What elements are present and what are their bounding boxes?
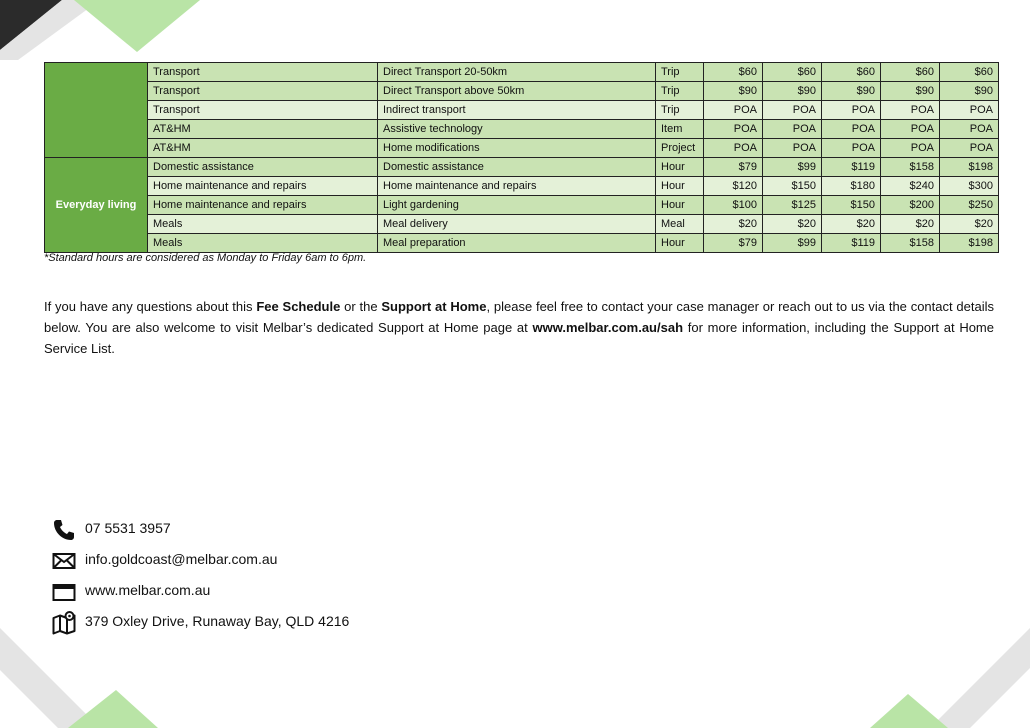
price-cell: POA bbox=[822, 139, 881, 158]
email-text: info.goldcoast@melbar.com.au bbox=[85, 551, 278, 567]
category-cell: Home maintenance and repairs bbox=[148, 196, 378, 215]
price-cell: $198 bbox=[940, 234, 999, 253]
price-cell: POA bbox=[822, 101, 881, 120]
fee-schedule-bold: Fee Schedule bbox=[256, 299, 341, 314]
sah-link[interactable]: www.melbar.com.au/sah bbox=[532, 320, 684, 335]
table-row bbox=[45, 139, 999, 158]
phone-icon bbox=[52, 518, 76, 542]
price-cell: $90 bbox=[763, 82, 822, 101]
price-cell: $90 bbox=[822, 82, 881, 101]
price-cell: $99 bbox=[763, 158, 822, 177]
price-cell: POA bbox=[704, 120, 763, 139]
price-cell: $60 bbox=[940, 63, 999, 82]
table-row bbox=[45, 158, 999, 177]
web-icon bbox=[52, 580, 76, 604]
email-icon bbox=[52, 549, 76, 573]
price-cell: $90 bbox=[940, 82, 999, 101]
price-cell: POA bbox=[704, 139, 763, 158]
category-cell: AT&HM bbox=[148, 139, 378, 158]
service-cell: Meal preparation bbox=[378, 234, 656, 253]
group-cell-everyday-living: Everyday living bbox=[45, 158, 148, 253]
bottom-right-decoration bbox=[860, 628, 1030, 728]
price-cell: $20 bbox=[881, 215, 940, 234]
table-row bbox=[45, 215, 999, 234]
service-cell: Meal delivery bbox=[378, 215, 656, 234]
service-cell: Domestic assistance bbox=[378, 158, 656, 177]
price-cell: POA bbox=[881, 139, 940, 158]
service-cell: Light gardening bbox=[378, 196, 656, 215]
price-cell: $119 bbox=[822, 158, 881, 177]
price-cell: $60 bbox=[763, 63, 822, 82]
price-cell: POA bbox=[763, 120, 822, 139]
group-cell-blank bbox=[45, 63, 148, 158]
table-row bbox=[45, 82, 999, 101]
price-cell: $125 bbox=[763, 196, 822, 215]
info-paragraph bbox=[44, 296, 994, 359]
category-cell: Transport bbox=[148, 101, 378, 120]
price-cell: $158 bbox=[881, 158, 940, 177]
service-cell: Direct Transport 20-50km bbox=[378, 63, 656, 82]
price-cell: $60 bbox=[822, 63, 881, 82]
category-cell: Transport bbox=[148, 82, 378, 101]
price-cell: $20 bbox=[763, 215, 822, 234]
price-cell: $100 bbox=[704, 196, 763, 215]
price-cell: $250 bbox=[940, 196, 999, 215]
price-cell: $150 bbox=[763, 177, 822, 196]
website-text: www.melbar.com.au bbox=[85, 582, 211, 598]
price-cell: $20 bbox=[940, 215, 999, 234]
table-row bbox=[45, 63, 999, 82]
unit-cell: Project bbox=[656, 139, 704, 158]
paragraph-text: for more information, including the Support at Home Service List. bbox=[44, 320, 994, 356]
price-cell: POA bbox=[940, 120, 999, 139]
price-cell: $99 bbox=[763, 234, 822, 253]
price-cell: $198 bbox=[940, 158, 999, 177]
price-cell: $180 bbox=[822, 177, 881, 196]
service-cell: Home maintenance and repairs bbox=[378, 177, 656, 196]
fee-table bbox=[44, 62, 999, 253]
price-cell: $119 bbox=[822, 234, 881, 253]
unit-cell: Trip bbox=[656, 63, 704, 82]
price-cell: $240 bbox=[881, 177, 940, 196]
unit-cell: Trip bbox=[656, 82, 704, 101]
map-icon bbox=[52, 611, 76, 635]
table-row bbox=[45, 101, 999, 120]
price-cell: $150 bbox=[822, 196, 881, 215]
price-cell: $120 bbox=[704, 177, 763, 196]
price-cell: $60 bbox=[704, 63, 763, 82]
support-at-home-bold: Support at Home bbox=[381, 299, 487, 314]
fee-table-body bbox=[45, 63, 999, 253]
unit-cell: Trip bbox=[656, 101, 704, 120]
price-cell: POA bbox=[881, 101, 940, 120]
price-cell: $200 bbox=[881, 196, 940, 215]
unit-cell: Item bbox=[656, 120, 704, 139]
price-cell: $90 bbox=[881, 82, 940, 101]
paragraph-text: or the bbox=[340, 299, 382, 314]
top-left-decoration bbox=[0, 0, 210, 60]
price-cell: $20 bbox=[822, 215, 881, 234]
service-cell: Direct Transport above 50km bbox=[378, 82, 656, 101]
table-row bbox=[45, 196, 999, 215]
price-cell: POA bbox=[881, 120, 940, 139]
phone-text: 07 5531 3957 bbox=[85, 520, 171, 536]
address-text: 379 Oxley Drive, Runaway Bay, QLD 4216 bbox=[85, 613, 350, 629]
unit-cell: Hour bbox=[656, 158, 704, 177]
footnote: *Standard hours are considered as Monday to Friday 6am to 6pm. bbox=[44, 252, 367, 264]
price-cell: POA bbox=[822, 120, 881, 139]
table-row bbox=[45, 177, 999, 196]
price-cell: $79 bbox=[704, 234, 763, 253]
price-cell: POA bbox=[763, 139, 822, 158]
category-cell: Domestic assistance bbox=[148, 158, 378, 177]
category-cell: AT&HM bbox=[148, 120, 378, 139]
paragraph-text: , please feel free to contact your case manager or reach out to us via the contact details below. You are also welcome to visit Melbar’s dedicated Support at Home page at bbox=[44, 299, 994, 335]
price-cell: $158 bbox=[881, 234, 940, 253]
unit-cell: Hour bbox=[656, 234, 704, 253]
category-cell: Meals bbox=[148, 215, 378, 234]
unit-cell: Meal bbox=[656, 215, 704, 234]
price-cell: POA bbox=[763, 101, 822, 120]
price-cell: $60 bbox=[881, 63, 940, 82]
table-row bbox=[45, 234, 999, 253]
price-cell: $90 bbox=[704, 82, 763, 101]
price-cell: POA bbox=[940, 139, 999, 158]
category-cell: Transport bbox=[148, 63, 378, 82]
service-cell: Indirect transport bbox=[378, 101, 656, 120]
price-cell: POA bbox=[940, 101, 999, 120]
category-cell: Home maintenance and repairs bbox=[148, 177, 378, 196]
price-cell: $79 bbox=[704, 158, 763, 177]
category-cell: Meals bbox=[148, 234, 378, 253]
price-cell: POA bbox=[704, 101, 763, 120]
paragraph-text: If you have any questions about this bbox=[44, 299, 257, 314]
bottom-left-decoration bbox=[0, 628, 170, 728]
price-cell: $20 bbox=[704, 215, 763, 234]
unit-cell: Hour bbox=[656, 196, 704, 215]
table-row bbox=[45, 120, 999, 139]
service-cell: Home modifications bbox=[378, 139, 656, 158]
unit-cell: Hour bbox=[656, 177, 704, 196]
service-cell: Assistive technology bbox=[378, 120, 656, 139]
price-cell: $300 bbox=[940, 177, 999, 196]
